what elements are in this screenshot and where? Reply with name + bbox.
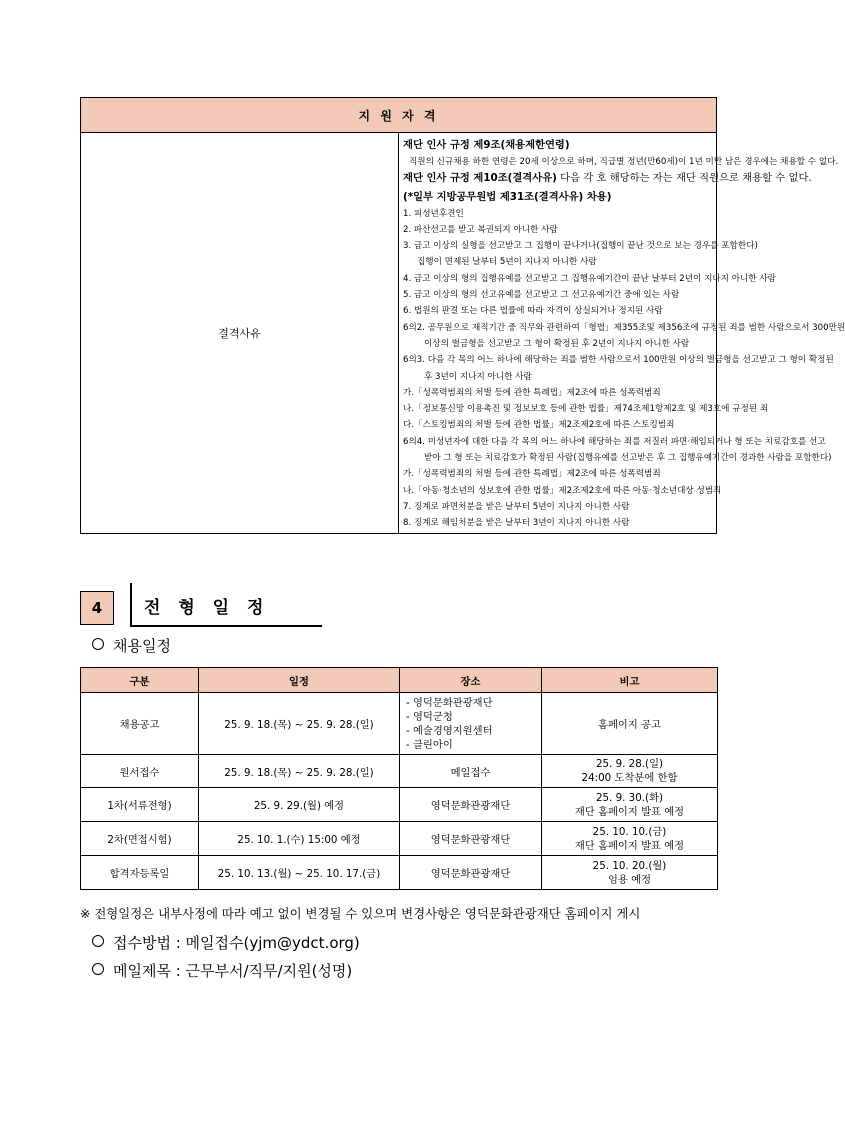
list-item: 가.「성폭력범죄의 처벌 등에 관한 특례법」제2조에 따른 성폭력범죄 (403, 387, 661, 398)
note-line: 25. 9. 28.(일) (595, 758, 664, 770)
rule-10-text: 다음 각 호 해당하는 자는 재단 직원으로 채용할 수 없다. (556, 172, 812, 185)
cell-date: 25. 10. 1.(수) 15:00 예정 (199, 822, 400, 856)
rule-10-title: 재단 인사 규정 제10조(결격사유) (403, 172, 557, 185)
list-item: 이상의 벌금형을 선고받고 그 형이 확정된 후 2년이 지나지 아니한 사람 (424, 338, 690, 349)
cell-type: 채용공고 (81, 693, 199, 755)
cell-place: 영덕문화관광재단 (400, 822, 542, 856)
list-item: 나.「정보통신망 이용촉진 및 정보보호 등에 관한 법률」제74조제1항제2호 및 제3호에 규정된 죄 (403, 404, 769, 415)
list-item: 5. 금고 이상의 형의 선고유예를 선고받고 그 선고유예기간 중에 있는 사람 (403, 290, 680, 301)
schedule-heading-text: 채용일정 (113, 637, 171, 655)
note-line: 25. 9. 30.(화) (595, 791, 664, 804)
list-item: 나.「아동·청소년의 성보호에 관한 법률」제2조제2호에 따른 아동·청소년대상 성범죄 (403, 485, 722, 496)
section-title: 전 형 일 정 (144, 598, 270, 618)
note-line: 재단 홈페이지 발표 예정 (574, 839, 685, 852)
schedule-table (80, 667, 718, 890)
section-number: 4 (80, 591, 114, 625)
list-item: 6의4. 미성년자에 대한 다음 각 목의 어느 하나에 해당하는 죄를 저질러 파면·해임되거나 형 또는 치료감호를 선고 (403, 436, 826, 447)
place-item: - 영덕문화관광재단 (406, 696, 493, 709)
table-row (81, 755, 718, 788)
disqualification-content (399, 133, 845, 534)
cell-date: 25. 9. 18.(목) ~ 25. 9. 28.(일) (199, 693, 400, 755)
cell-note (542, 856, 718, 890)
rule-9-text: 직원의 신규채용 하한 연령은 20세 이상으로 하며, 직급별 정년(만60세)이 1년 미만 남은 경우에는 채용할 수 없다. (409, 157, 839, 167)
cell-note: 홈페이지 공고 (542, 693, 718, 755)
place-item: - 클린아이 (406, 738, 453, 751)
column-header: 비고 (542, 668, 718, 693)
section-divider (130, 583, 132, 627)
cell-note (542, 755, 718, 788)
column-header: 장소 (400, 668, 542, 693)
cell-note (542, 822, 718, 856)
column-header: 구분 (81, 668, 199, 693)
table-row (81, 788, 718, 822)
mail-subject (92, 960, 352, 981)
section-heading (80, 583, 380, 627)
cell-place: 영덕문화관광재단 (400, 788, 542, 822)
table-row (81, 693, 718, 755)
list-item: 가.「성폭력범죄의 처벌 등에 관한 특례법」제2조에 따른 성폭력범죄 (403, 469, 661, 480)
note-line: 25. 10. 10.(금) (592, 825, 667, 838)
schedule-heading (92, 635, 171, 656)
schedule-footnote: ※ 전형일정은 내부사정에 따라 예고 없이 변경될 수 있으며 변경사항은 영덕문화관광재단 홈페이지 게시 (80, 906, 641, 921)
list-item: 집행이 면제된 날부터 5년이 지나지 아니한 사람 (417, 257, 597, 268)
qualification-table (80, 97, 845, 534)
circle-bullet-icon (92, 935, 104, 947)
place-item: - 영덕군청 (406, 710, 453, 723)
list-item: 7. 징계로 파면처분을 받은 날부터 5년이 지나지 아니한 사람 (403, 501, 630, 512)
cell-note (542, 788, 718, 822)
section-underline (132, 625, 322, 627)
list-item: 1. 피성년후견인 (403, 208, 464, 219)
list-item: 후 3년이 지나지 아니한 사람 (424, 371, 532, 382)
cell-place (400, 693, 542, 755)
cell-type: 2차(면접시험) (81, 822, 199, 856)
circle-bullet-icon (92, 638, 104, 650)
rule-9-title: 재단 인사 규정 제9조(채용제한연령) (403, 139, 570, 151)
rule-10-line (403, 170, 812, 187)
column-header: 일정 (199, 668, 400, 693)
list-item: 6의2. 공무원으로 재직기간 중 직무와 관련하여「형법」제355조및 제356조에 규정된 죄를 범한 사람으로서 300만원 (403, 322, 845, 333)
table-header-row (81, 668, 718, 693)
table-row (81, 822, 718, 856)
list-item: 6의3. 다음 각 목의 어느 하나에 해당하는 죄를 범한 사람으로서 100만원 이상의 벌금형을 선고받고 그 형이 확정된 (403, 355, 834, 366)
list-item: 받아 그 형 또는 치료감호가 확정된 사람(집행유예를 선고받은 후 그 집행유예기간이 경과한 사람을 포함한다) (424, 453, 832, 464)
cell-date: 25. 9. 29.(월) 예정 (199, 788, 400, 822)
mail-subject-text: 메일제목 : 근무부서/직무/지원(성명) (113, 962, 353, 980)
cell-place: 메일접수 (400, 755, 542, 788)
disqualification-label: 결격사유 (81, 133, 399, 534)
list-item: 4. 금고 이상의 형의 집행유예를 선고받고 그 집행유예기간이 끝난 날부터 2년이 지나지 아니한 사람 (403, 273, 776, 284)
cell-type: 원서접수 (81, 755, 199, 788)
list-item: 2. 파산선고를 받고 복권되지 아니한 사람 (403, 224, 558, 235)
cell-place: 영덕문화관광재단 (400, 856, 542, 890)
note-line: 24:00 도착분에 한함 (581, 772, 678, 784)
list-item: 8. 징계로 해임처분을 받은 날부터 3년이 지나지 아니한 사람 (403, 518, 630, 529)
submission-method (92, 932, 360, 953)
note-line: 재단 홈페이지 발표 예정 (574, 805, 685, 818)
cell-date: 25. 9. 18.(목) ~ 25. 9. 28.(일) (199, 755, 400, 788)
place-item: - 예술경영지원센터 (406, 724, 493, 737)
list-item: 3. 금고 이상의 실형을 선고받고 그 집행이 끝나거나(집행이 끝난 것으로 보는 경우를 포함한다) (403, 241, 758, 252)
list-item: 다.「스토킹범죄의 처벌 등에 관한 법률」제2조제2호에 따른 스토킹범죄 (403, 420, 675, 431)
cell-type: 1차(서류전형) (81, 788, 199, 822)
cell-type: 합격자등록일 (81, 856, 199, 890)
rule-31-note: (*일부 지방공무원법 제31조(결격사유) 차용) (403, 190, 612, 203)
submission-method-text: 접수방법 : 메일접수(yjm@ydct.org) (113, 934, 360, 952)
qualification-header: 지 원 자 격 (81, 98, 717, 133)
table-row (81, 856, 718, 890)
cell-date: 25. 10. 13.(월) ~ 25. 10. 17.(금) (199, 856, 400, 890)
list-item: 6. 법원의 판결 또는 다른 법률에 따라 자격이 상실되거나 정지된 사람 (403, 306, 663, 317)
note-line: 25. 10. 20.(월) (592, 859, 667, 872)
note-line: 임용 예정 (607, 873, 652, 886)
circle-bullet-icon (92, 963, 104, 975)
